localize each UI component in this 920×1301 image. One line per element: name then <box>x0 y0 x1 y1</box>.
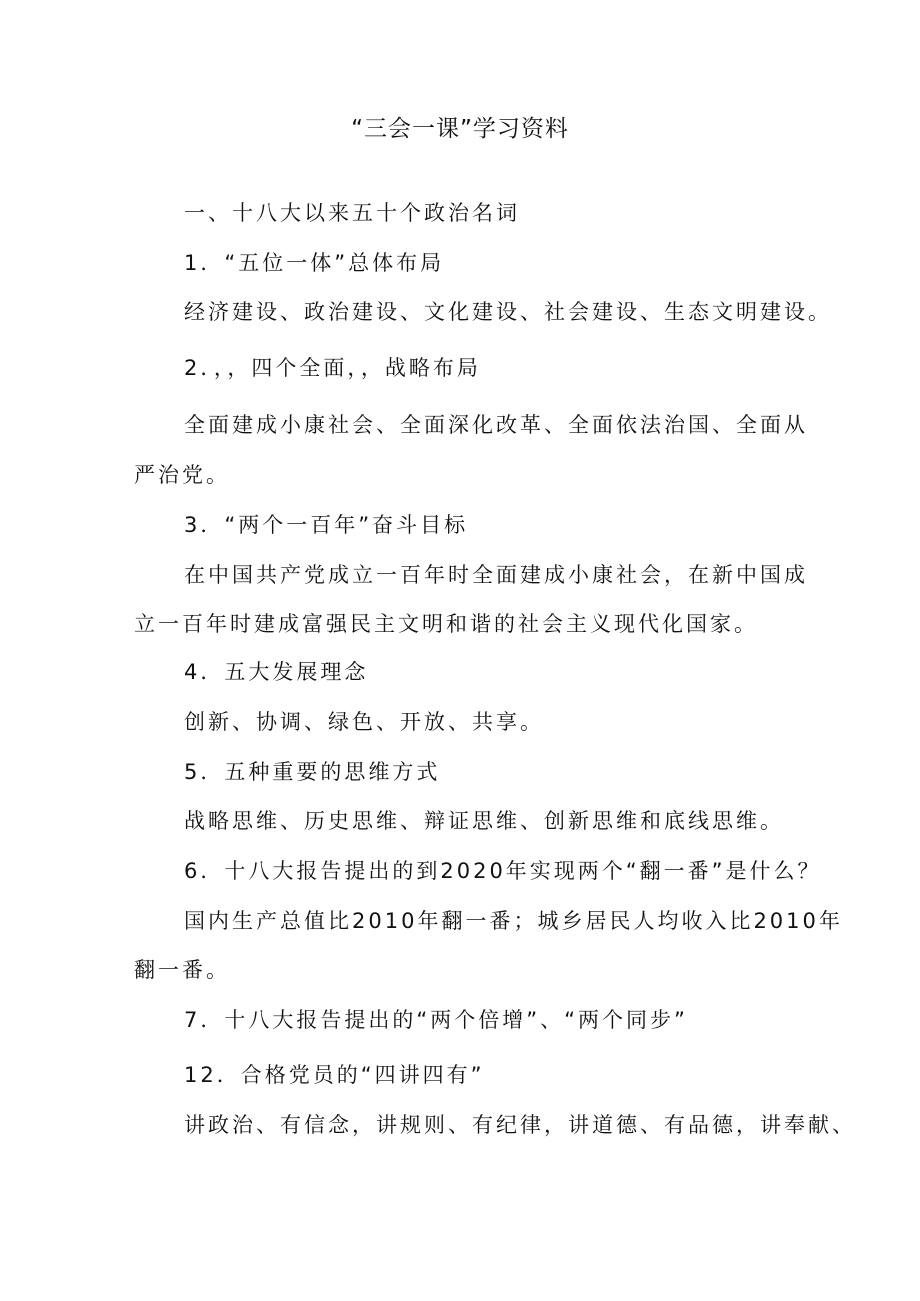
document-title: “三会一课”学习资料 <box>351 116 569 142</box>
item-heading-7: 7．十八大报告提出的“两个倍增”、“两个同步” <box>184 1008 688 1032</box>
item-heading-6: 6．十八大报告提出的到2020年实现两个“翻一番”是什么？ <box>184 859 822 883</box>
item-text-2-line-1: 全面建成小康社会、全面深化改革、全面依法治国、全面从 <box>184 413 808 437</box>
item-text-2-line-2: 严治党。 <box>134 463 230 487</box>
item-heading-1: 1．“五位一体”总体布局 <box>184 251 445 275</box>
section-heading: 一、十八大以来五十个政治名词 <box>184 201 520 225</box>
item-text-12-line-1: 讲政治、有信念，讲规则、有纪律，讲道德、有品德，讲奉献、 <box>184 1113 856 1137</box>
item-heading-12: 12．合格党员的“四讲四有” <box>184 1063 485 1087</box>
item-heading-5: 5．五种重要的思维方式 <box>184 760 441 784</box>
item-text-6-line-1: 国内生产总值比2010年翻一番；城乡居民人均收入比2010年 <box>184 909 843 933</box>
item-text-1: 经济建设、政治建设、文化建设、社会建设、生态文明建设。 <box>184 300 832 324</box>
item-text-4: 创新、协调、绿色、开放、共享。 <box>184 710 544 734</box>
item-heading-4: 4．五大发展理念 <box>184 660 369 684</box>
item-text-6-line-2: 翻一番。 <box>134 958 230 982</box>
item-text-3-line-2: 立一百年时建成富强民主文明和谐的社会主义现代化国家。 <box>134 612 758 636</box>
item-text-3-line-1: 在中国共产党成立一百年时全面建成小康社会，在新中国成 <box>184 563 808 587</box>
item-text-5: 战略思维、历史思维、辩证思维、创新思维和底线思维。 <box>184 809 784 833</box>
item-heading-2: 2．，，四个全面，，战略布局 <box>184 356 481 380</box>
item-heading-3: 3．“两个一百年”奋斗目标 <box>184 513 469 537</box>
